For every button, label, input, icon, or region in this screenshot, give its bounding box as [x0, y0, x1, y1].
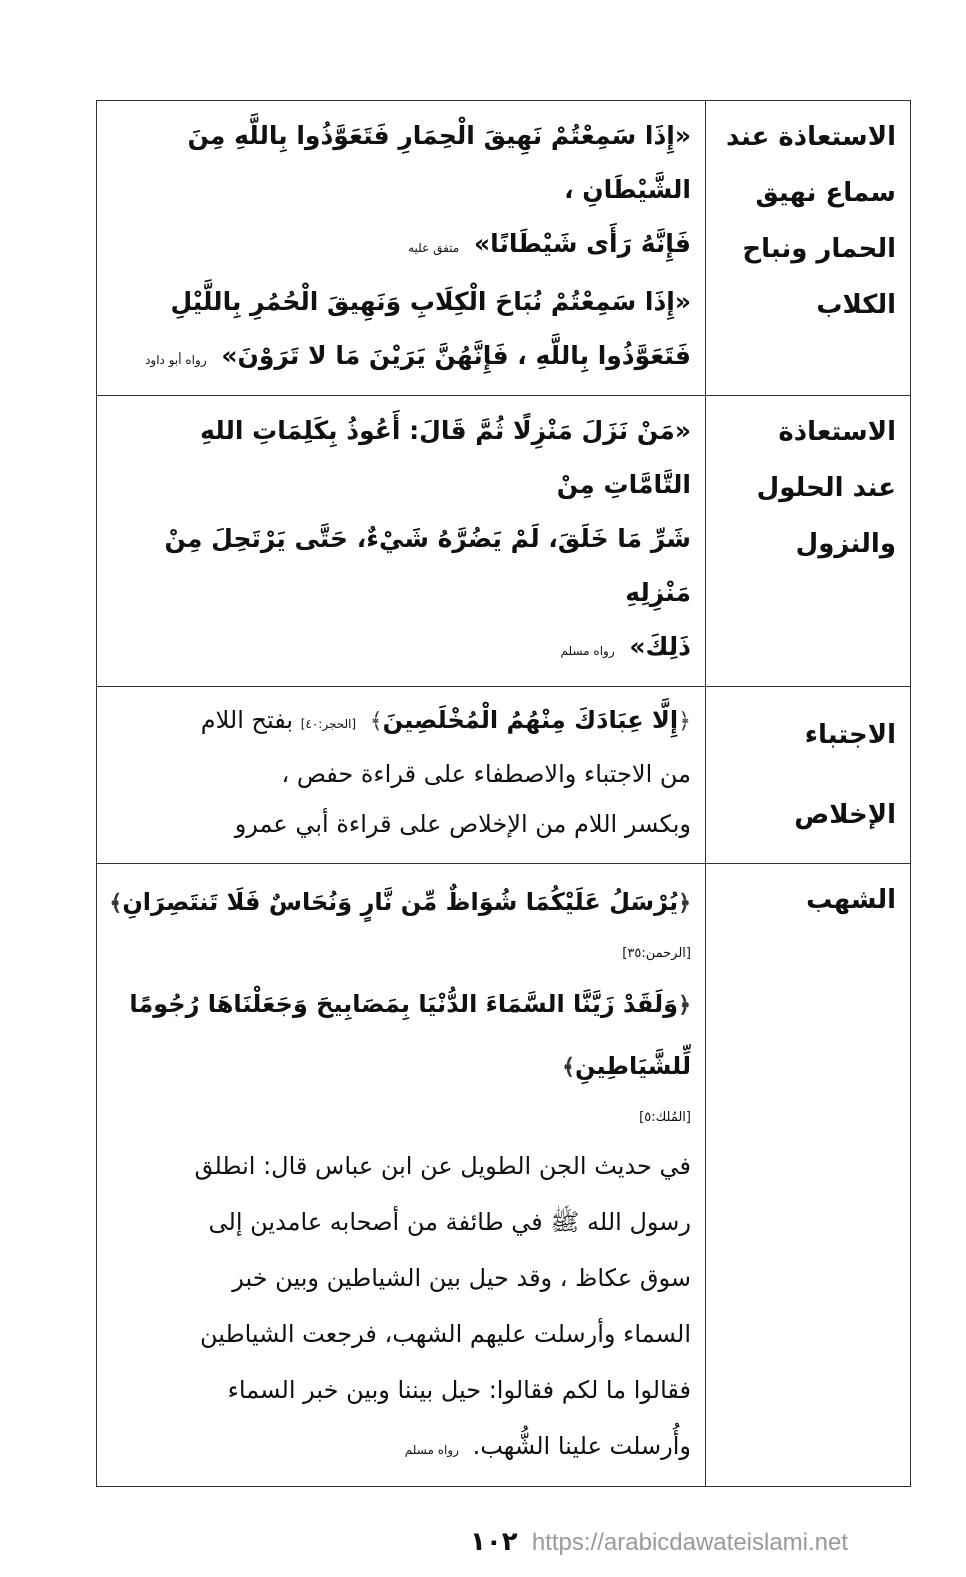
content-table — [96, 100, 911, 1487]
topic-line: الحمار ونباح — [742, 234, 896, 264]
topic-line: سماع نهيق — [755, 178, 896, 208]
ayah-close-ornament: ﴾ — [109, 891, 123, 916]
ayah-line — [109, 695, 691, 749]
website-link[interactable]: https://arabicdawateislami.net — [531, 1529, 849, 1556]
ayah-line — [109, 872, 691, 934]
ayah-reference: [الحجر:٤٠] — [300, 717, 357, 731]
content-cell — [97, 864, 706, 1487]
topic-line: والنزول — [795, 529, 896, 559]
hadith-line — [109, 217, 691, 275]
hadith-line — [109, 329, 691, 387]
content-cell — [97, 396, 706, 687]
text-line — [109, 1418, 691, 1478]
ayah-text: إِلَّا عِبَادَكَ مِنْهُمُ الْمُخْلَصِينَ — [382, 706, 679, 734]
ayah-open-ornament: ﴿ — [678, 709, 691, 734]
ayah-text: وَلَقَدْ زَيَّنَّا السَّمَاءَ الدُّنْيَا بِمَصَابِيحَ وَجَعَلْنَاهَا رُجُومًا لِّلشَّيَاطِينِ — [129, 990, 691, 1080]
table-row — [97, 101, 911, 396]
content-cell — [97, 687, 706, 864]
hadith-line: شَرِّ مَا خَلَقَ، لَمْ يَضُرَّهُ شَيْءٌ، حَتَّى يَرْتَحِلَ مِنْ مَنْزِلِهِ — [164, 524, 691, 607]
source-label: متفق عليه — [408, 241, 460, 255]
text-line: السماء وأرسلت عليهم الشهب، فرجعت الشياطين — [199, 1320, 691, 1348]
text-line: وبكسر اللام من الإخلاص على قراءة أبي عمرو — [234, 810, 691, 838]
source-label: رواه مسلم — [560, 644, 615, 658]
hadith-line: «إِذَا سَمِعْتُمْ نَهِيقَ الْحِمَارِ فَتَعَوَّذُوا بِاللَّهِ مِنَ الشَّيْطَانِ ، — [187, 121, 691, 204]
source-label: رواه أبو داود — [145, 353, 207, 367]
text-line: رسول الله ﷺ في طائفة من أصحابه عامدين إلى — [208, 1208, 691, 1236]
hadith-text: ذَلِكَ» — [629, 632, 691, 661]
ayah-open-ornament: ﴿ — [678, 891, 691, 916]
text: بفتح اللام — [200, 706, 294, 734]
ayah-reference: [المُلك:٥] — [639, 1110, 691, 1125]
ayah-close-ornament: ﴾ — [369, 709, 383, 734]
topic-cell — [706, 864, 911, 1487]
hadith-line: «مَنْ نَزَلَ مَنْزِلًا ثُمَّ قَالَ: أَعُوذُ بِكَلِمَاتِ اللهِ التَّامَّاتِ مِنْ — [200, 416, 691, 499]
hadith-text: فَإِنَّهُ رَأَى شَيْطَانًا» — [473, 229, 691, 258]
page-footer — [470, 1527, 911, 1557]
text-line: من الاجتباء والاصطفاء على قراءة حفص ، — [281, 760, 691, 788]
topic-cell — [706, 101, 911, 396]
ayah-close-ornament: ﴾ — [562, 1055, 575, 1080]
text-line: فقالوا ما لكم فقالوا: حيل بيننا وبين خبر السماء — [227, 1376, 691, 1404]
ayah-text: يُرْسَلُ عَلَيْكُمَا شُوَاظٌ مِّن نَّارٍ وَنُحَاسٌ فَلَا تَنتَصِرَانِ — [122, 888, 679, 916]
text-line: في حديث الجن الطويل عن ابن عباس قال: انطلق — [194, 1152, 691, 1180]
hadith-line — [109, 620, 691, 678]
ayah-reference: [الرحمن:٣٥] — [622, 946, 691, 961]
topic-line: الكلاب — [816, 290, 896, 320]
text-line: سوق عكاظ ، وقد حيل بين الشياطين وبين خبر — [232, 1264, 691, 1292]
ayah-line — [109, 974, 691, 1098]
hadith-text: فَتَعَوَّذُوا بِاللَّهِ ، فَإِنَّهُنَّ يَرَيْنَ مَا لا تَرَوْنَ» — [221, 341, 691, 370]
table-row — [97, 864, 911, 1487]
content-cell — [97, 101, 706, 396]
topic-cell — [706, 687, 911, 864]
topic-line: الاستعاذة عند — [725, 122, 896, 152]
page-number: ١٠٢ — [470, 1527, 518, 1557]
topic-line: الاستعاذة — [778, 417, 896, 447]
topic-line: الإخلاص — [794, 800, 896, 830]
table-row — [97, 687, 911, 864]
topic-line: الشهب — [806, 885, 896, 915]
text: وأُرسلت علينا الشُّهب. — [472, 1432, 691, 1460]
source-label: رواه مسلم — [404, 1443, 459, 1457]
ayah-open-ornament: ﴿ — [678, 993, 691, 1018]
hadith-line: «إِذَا سَمِعْتُمْ نُبَاحَ الْكِلَابِ وَنَهِيقَ الْحُمُرِ بِاللَّيْلِ — [170, 287, 691, 316]
topic-line: عند الحلول — [756, 473, 896, 503]
table-row — [97, 396, 911, 687]
topic-line: الاجتباء — [804, 720, 896, 750]
topic-cell — [706, 396, 911, 687]
